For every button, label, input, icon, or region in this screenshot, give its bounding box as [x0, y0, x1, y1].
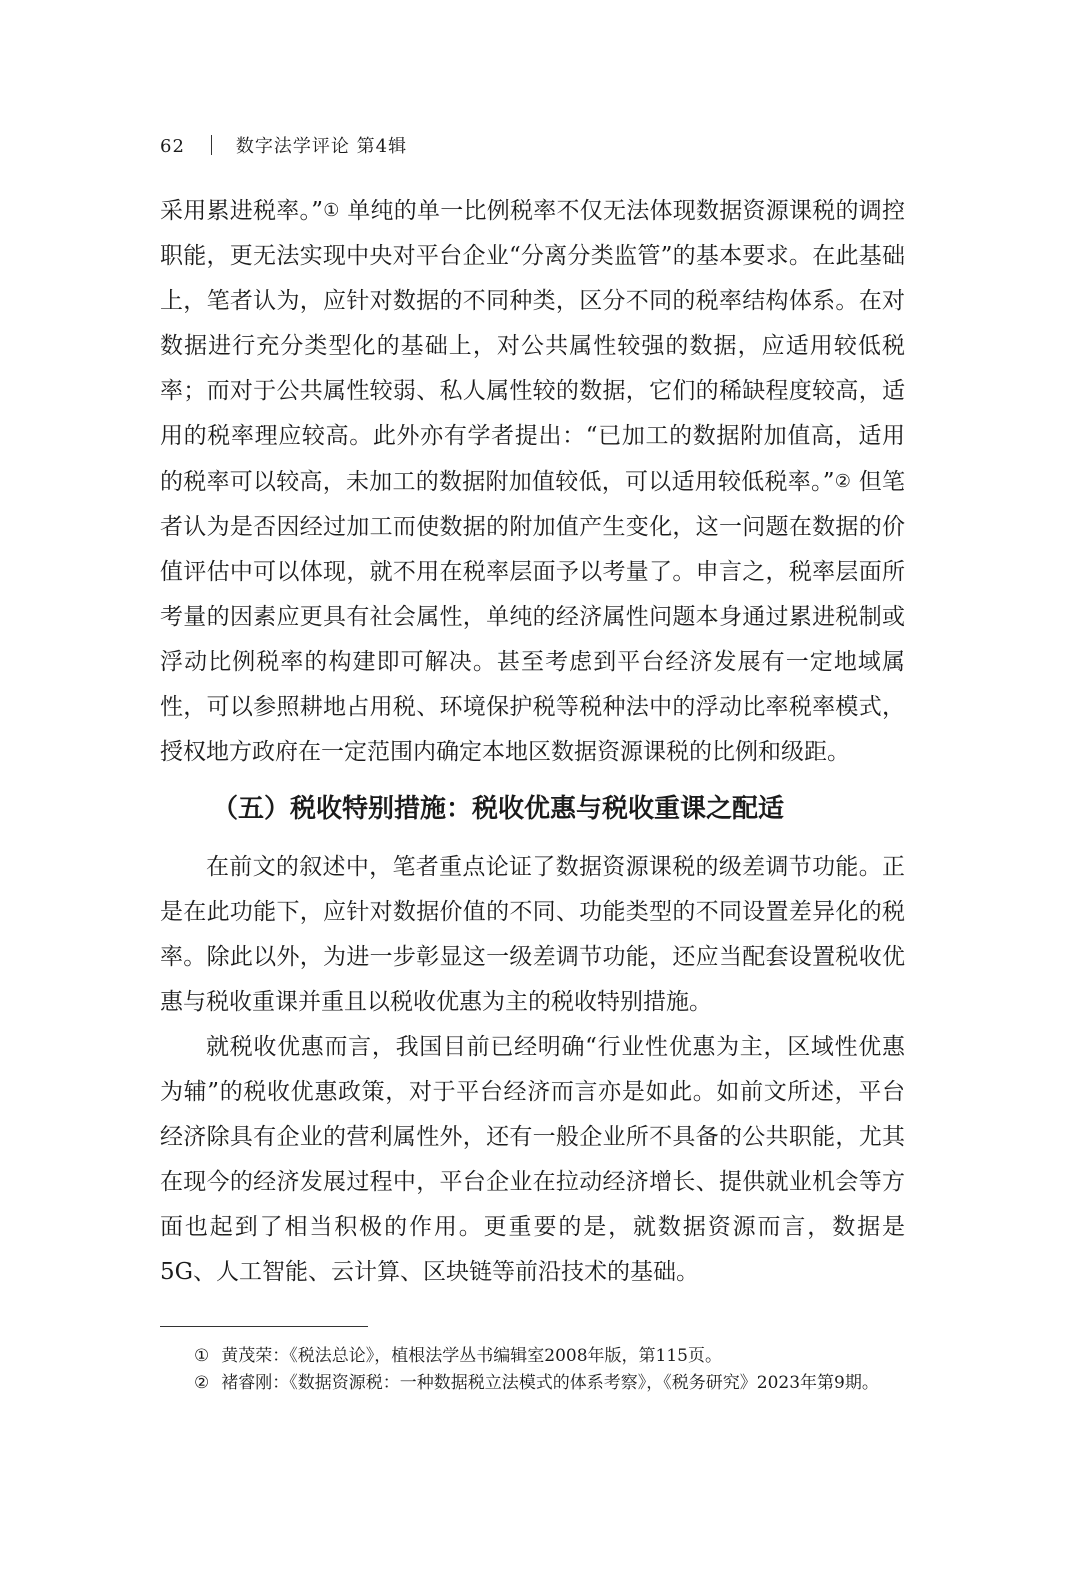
- header-separator: [211, 135, 212, 155]
- footnote-ref-1[interactable]: ①: [323, 200, 340, 221]
- paragraph-text: 单纯的单一比例税率不仅无法体现数据资源课税的调控职能，更无法实现中央对平台企业“分离分类监管”的基本要求。在此基础上，笔者认为，应针对数据的不同种类，区分不同的税率结构体系。在对数据进行充分类型化的基础上，对公共属性较强的数据，应适用较低税率；而对于公共属性较弱、私人属性较的数据，它们的稀缺程度较高，适用的税率理应较高。此外亦有学者提出：“已加工的数据附加值高，适用的税率可以较高，未加工的数据附加值较低，可以适用较低税率。”: [160, 198, 905, 495]
- footnote-2: [160, 1370, 905, 1397]
- footnote-text: 黄茂荣：《税法总论》，植根法学丛书编辑室2008年版，第115页。: [221, 1346, 722, 1366]
- footnote-text: 褚睿刚：《数据资源税：一种数据税立法模式的体系考察》，《税务研究》2023年第9期。: [221, 1373, 879, 1393]
- section-paragraph: 就税收优惠而言，我国目前已经明确“行业性优惠为主，区域性优惠为辅”的税收优惠政策，对于平台经济而言亦是如此。如前文所述，平台经济除具有企业的营利属性外，还有一般企业所不具备的公共职能，尤其在现今的经济发展过程中，平台企业在拉动经济增长、提供就业机会等方面也起到了相当积极的作用。更重要的是，就数据资源而言，数据是5G、人工智能、云计算、区块链等前沿技术的基础。: [160, 1034, 905, 1285]
- body-text: [160, 188, 905, 1295]
- paragraph-continued: [160, 188, 905, 775]
- footnote-1: [160, 1343, 905, 1370]
- paragraph-text: 采用累进税率。”: [160, 198, 324, 224]
- journal-title: 数字法学评论 第4辑: [235, 136, 408, 157]
- running-head: [160, 134, 407, 160]
- page-number: 62: [160, 136, 185, 157]
- footnote-divider: [160, 1326, 368, 1327]
- section-heading: （五）税收特别措施：税收优惠与税收重课之配适: [212, 794, 785, 824]
- section-paragraph: 在前文的叙述中，笔者重点论证了数据资源课税的级差调节功能。正是在此功能下，应针对数据价值的不同、功能类型的不同设置差异化的税率。除此以外，为进一步彰显这一级差调节功能，还应当配套设置税收优惠与税收重课并重且以税收优惠为主的税收特别措施。: [160, 854, 905, 1015]
- footnote-ref-2[interactable]: ②: [834, 471, 852, 492]
- footnote-mark: ①: [194, 1346, 210, 1366]
- footnote-mark: ②: [194, 1373, 210, 1393]
- footnotes: [160, 1343, 905, 1397]
- paragraph-text: 但笔者认为是否因经过加工而使数据的附加值产生变化，这一问题在数据的价值评估中可以体现，就不用在税率层面予以考量了。申言之，税率层面所考量的因素应更具有社会属性，单纯的经济属性问题本身通过累进税制或浮动比例税率的构建即可解决。甚至考虑到平台经济发展有一定地域属性，可以参照耕地占用税、环境保护税等税种法中的浮动比率税率模式，授权地方政府在一定范围内确定本地区数据资源课税的比例和级距。: [160, 469, 906, 765]
